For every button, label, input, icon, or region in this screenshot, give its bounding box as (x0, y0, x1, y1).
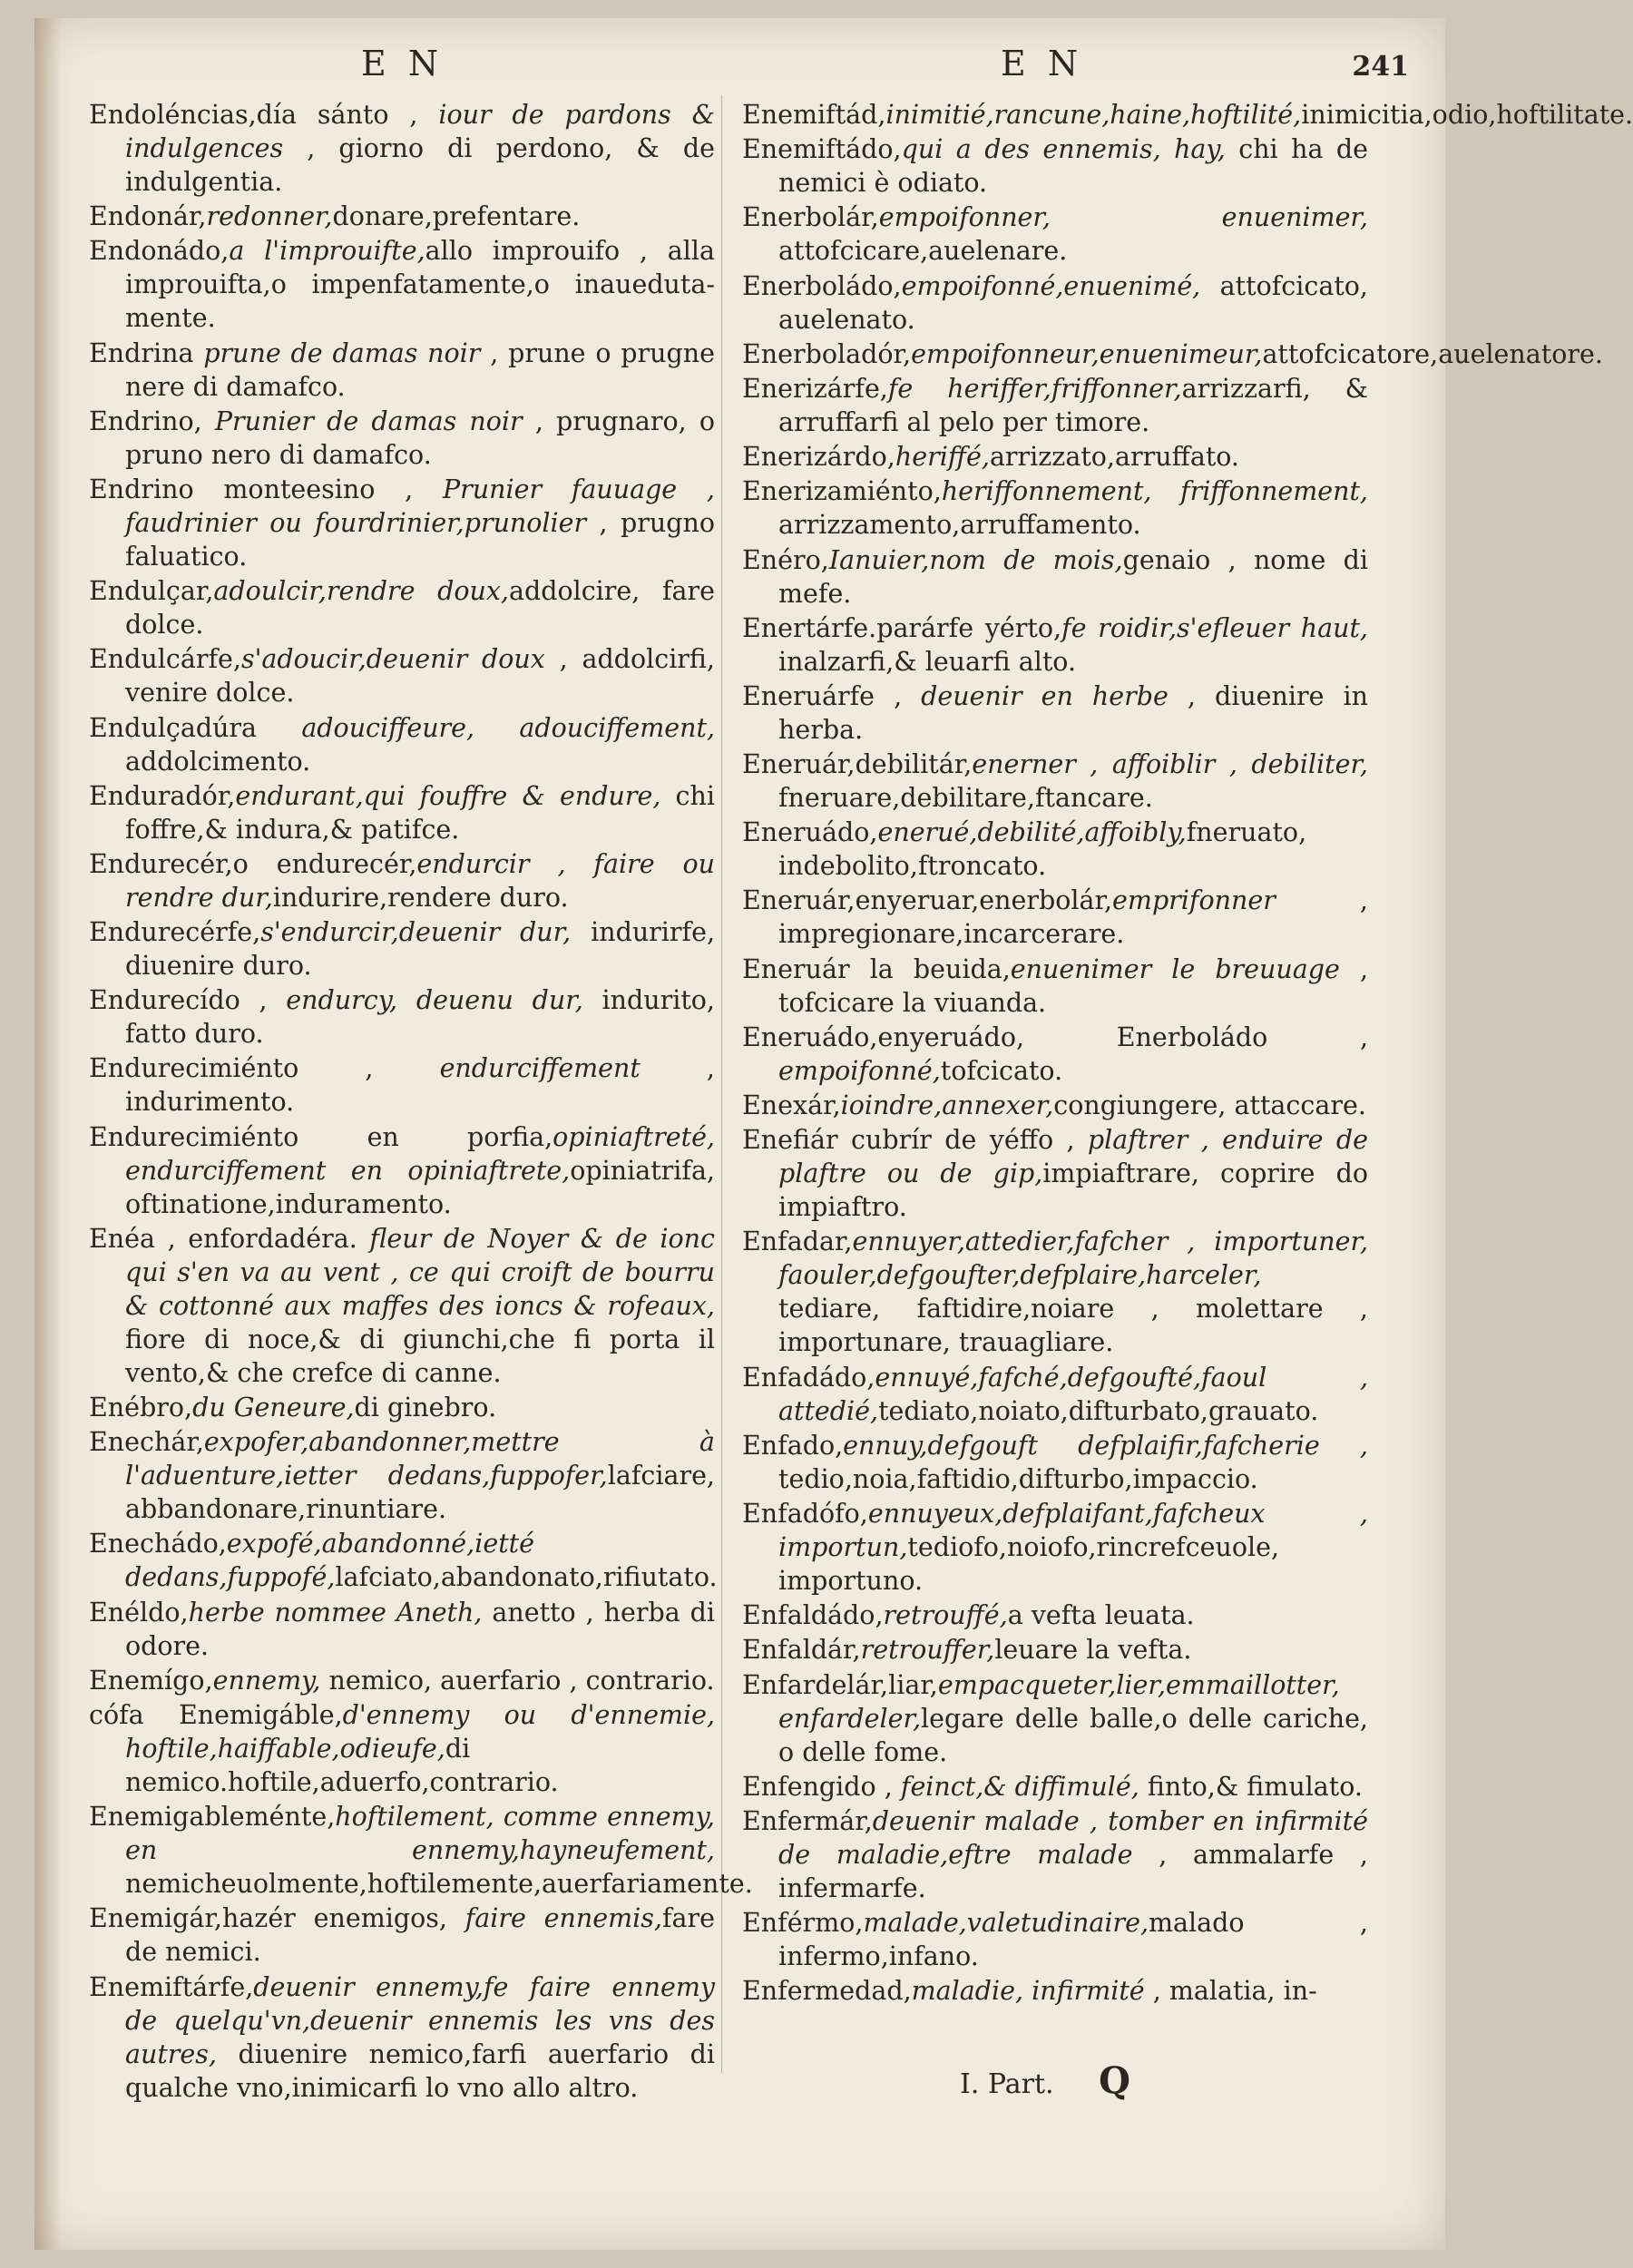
dictionary-entry (742, 748, 1368, 815)
entry-italian-gloss: opiniatrifa, oftinatione,induramento. (125, 1155, 715, 1219)
dictionary-entry (742, 1598, 1368, 1632)
dictionary-entry (89, 200, 715, 233)
entry-italian-gloss: inimicitia,odio,hoftilitate. (1301, 100, 1633, 130)
entry-italian-gloss: finto,& fimulato. (1139, 1771, 1363, 1802)
entry-headword: Enébro, (89, 1393, 193, 1422)
book-page (34, 18, 1633, 2250)
entry-spanish-gloss: o endurecér, (232, 848, 417, 879)
entry-french-gloss: qui a des ennemis, hay, (901, 134, 1226, 165)
entry-headword: Enerizamiénto, (742, 476, 942, 507)
dictionary-entry (742, 1770, 1368, 1804)
entry-headword: Enemígo, (89, 1665, 213, 1696)
entry-italian-gloss: diuenire nemico,farfi auerfario di qualche vno,inimicarfi lo vno allo altro. (125, 2038, 715, 2103)
dictionary-entry (742, 1123, 1368, 1224)
entry-italian-gloss: inalzarfi,& leuarfi alto. (778, 646, 1077, 677)
entry-headword: Endurecído (89, 985, 240, 1016)
dictionary-entry (89, 1120, 715, 1221)
entry-spanish-gloss (257, 713, 301, 743)
entry-french-gloss: endurant,qui fouffre & endure, (235, 780, 661, 811)
dictionary-entry (89, 337, 715, 404)
dictionary-entry (742, 1429, 1368, 1496)
entry-headword: Eneruádo, (742, 817, 878, 848)
entry-french-gloss: endurcy, deuenu dur, (286, 985, 583, 1016)
entry-french-gloss: Prunier fauuage , faudrinier ou fourdrinier,prunolier (125, 474, 715, 538)
right-column (742, 98, 1633, 2009)
dictionary-entry (742, 1021, 1368, 1088)
entry-italian-gloss: tediare, faftidire,noiare , molettare , importunare, trauagliare. (778, 1294, 1368, 1358)
entry-french-gloss: empoifonner, enuenimer, (878, 202, 1368, 233)
column-divider (721, 95, 722, 2073)
entry-french-gloss: d'ennemy ou d'ennemie, hoftile,haiffable,odieufe, (125, 1699, 716, 1764)
entry-headword: Enfaldár, (742, 1635, 861, 1666)
entry-headword: Enerboladór, (742, 338, 912, 369)
entry-french-gloss: empoifonné,enuenimé, (901, 270, 1201, 301)
entry-spanish-gloss: , (875, 1771, 901, 1802)
entry-french-gloss: opiniaftreté, endurciffement en opiniaftrete, (125, 1121, 715, 1186)
entry-french-gloss: ioindre,annexer, (840, 1090, 1054, 1120)
dictionary-entry (89, 405, 715, 472)
entry-headword: Endulcárfe, (89, 644, 241, 675)
entry-french-gloss: hoftilement, comme ennemy, en ennemy,hayneufement, (125, 1802, 715, 1866)
entry-italian-gloss: di ginebro. (354, 1393, 497, 1422)
dictionary-entry (742, 372, 1368, 439)
entry-headword: Enéa (89, 1223, 156, 1254)
entry-headword: Enfadófo, (742, 1498, 868, 1529)
entry-headword: Endoléncias, (89, 100, 257, 130)
entry-headword: Endrino, (89, 406, 202, 436)
entry-italian-gloss: legare delle balle,o delle cariche, o delle fome. (778, 1703, 1368, 1767)
dictionary-entry (89, 1222, 715, 1390)
entry-french-gloss: prune de damas noir (203, 337, 481, 368)
entry-french-gloss: endurciffement (439, 1053, 640, 1084)
entry-headword: Enduradór, (89, 780, 236, 811)
entry-spanish-gloss (194, 338, 204, 368)
entry-italian-gloss: arrizzato,arruffato. (989, 442, 1239, 473)
dictionary-entry (89, 1425, 715, 1526)
entry-spanish-gloss: , (240, 985, 287, 1016)
entry-french-gloss: adoulcir,rendre doux, (213, 576, 509, 607)
entry-french-gloss: deuenir malade , tomber en infirmité de maladie,eftre malade (778, 1805, 1368, 1870)
dictionary-entry (89, 1901, 715, 1969)
entry-french-gloss: ennuyé,fafché,defgoufté,faoul , attedié, (778, 1362, 1368, 1426)
entry-italian-gloss: fare de nemici. (125, 1903, 715, 1968)
entry-italian-gloss: chi ha de nemici è odiato. (778, 134, 1368, 199)
entry-french-gloss: du Geneure, (192, 1393, 355, 1422)
entry-italian-gloss: , prune o prugne nere di damafco. (125, 337, 715, 402)
dictionary-entry (89, 1391, 715, 1424)
entry-french-gloss: fe heriffer,friffonner, (887, 373, 1182, 404)
entry-spanish-gloss: día sánto , (256, 100, 439, 130)
entry-italian-gloss: , prugno faluatico. (125, 507, 715, 572)
entry-french-gloss: retrouffer, (860, 1635, 995, 1666)
entry-headword: Endonádo, (89, 236, 230, 267)
dictionary-entry (89, 1051, 715, 1119)
entry-spanish-gloss: la beuida, (849, 953, 1011, 984)
entry-italian-gloss: nemicheuolmente,hoftilemente,auerfariamente. (125, 1869, 753, 1900)
entry-french-gloss: s'adoucir,deuenir doux (240, 644, 545, 675)
entry-italian-gloss: chi foffre,& indura,& patifce. (125, 780, 715, 845)
entry-italian-gloss: allo improuifo , alla improuifta,o impenfatamente,o inaueduta-mente. (125, 236, 715, 334)
entry-spanish-gloss: debilitár, (855, 749, 973, 780)
entry-french-gloss: enerué,debilité,affoibly, (877, 817, 1187, 848)
entry-italian-gloss: nemico, auerfario , contrario. (320, 1665, 715, 1696)
entry-italian-gloss: anetto , herba di odore. (125, 1597, 716, 1661)
dictionary-entry (89, 847, 715, 914)
dictionary-entry (89, 983, 715, 1051)
dictionary-entry (89, 1698, 715, 1799)
entry-spanish-gloss: , (875, 680, 922, 711)
dictionary-entry (742, 1361, 1368, 1428)
dictionary-entry (742, 816, 1368, 883)
entry-headword: Enerizárdo, (742, 442, 895, 473)
entry-french-gloss: enuenimer le breuuage (1010, 953, 1340, 984)
part-label: I. Part. (960, 2068, 1054, 2100)
entry-italian-gloss: malado , infermo,infano. (778, 1908, 1368, 1972)
entry-italian-gloss: , diuenire in herba. (778, 680, 1368, 745)
entry-french-gloss: plaftrer , enduire de plaftre ou de gip, (778, 1125, 1368, 1189)
entry-italian-gloss: , tofcicare la viuanda. (778, 953, 1369, 1018)
entry-italian-gloss: tofcicato. (940, 1055, 1063, 1086)
entry-headword: Enechár, (89, 1427, 204, 1458)
entry-italian-gloss: arrizzamento,arruffamento. (778, 510, 1141, 541)
entry-headword: Endurecérfe, (89, 917, 261, 948)
dictionary-entry (742, 200, 1368, 268)
entry-italian-gloss: , indurimento. (125, 1053, 715, 1118)
entry-italian-gloss: , malatia, in- (1144, 1976, 1317, 2007)
dictionary-entry (742, 98, 1633, 132)
running-head-right: E N (1001, 44, 1084, 83)
entry-italian-gloss: tediato,noiato,difturbato,grauato. (878, 1395, 1319, 1426)
dictionary-entry (742, 543, 1368, 611)
entry-italian-gloss: fneruato, indebolito,ftroncato. (778, 817, 1307, 882)
entry-french-gloss: empoifonneur,enuenimeur, (911, 338, 1263, 369)
entry-headword: Enfengido (742, 1771, 876, 1802)
dictionary-entry (742, 269, 1368, 337)
folio-number: 241 (1352, 51, 1409, 83)
entry-italian-gloss: addolcire, fare dolce. (125, 576, 715, 640)
entry-spanish-gloss: cubrír de yéffo , (837, 1125, 1088, 1156)
entry-spanish-gloss: liar, (888, 1669, 938, 1700)
dictionary-entry (89, 473, 715, 573)
entry-headword: Enemigár, (89, 1903, 222, 1934)
entry-headword: Eneruár, (742, 885, 856, 916)
entry-italian-gloss: attofcicato, auelenato. (778, 270, 1368, 335)
entry-italian-gloss: lafciare, abbandonare,rinuntiare. (125, 1461, 715, 1525)
entry-french-gloss: fe roidir,s'efleuer haut, (1061, 612, 1368, 643)
entry-spanish-gloss: , enfordadéra. (155, 1223, 370, 1254)
entry-french-gloss: ennemy, (212, 1665, 321, 1696)
entry-italian-gloss: , giorno di perdono, & de indulgentia. (125, 133, 715, 197)
entry-headword: Enerizárfe, (742, 373, 888, 404)
entry-french-gloss: fleur de Noyer & de ionc qui s'en va au vent , ce qui croift de bourru & cottonné aux maffes des ioncs & rofeaux, (125, 1223, 715, 1321)
entry-spanish-gloss: enyeruádo, Enerboládo , (877, 1022, 1368, 1052)
entry-italian-gloss: tedio,noia,faftidio,difturbo,impaccio. (778, 1463, 1258, 1494)
entry-italian-gloss: impiaftrare, coprire do impiaftro. (778, 1158, 1368, 1223)
entry-italian-gloss: addolcimento. (125, 746, 311, 777)
left-column (89, 98, 753, 2106)
entry-french-gloss: expofer,abandonner,mettre à l'aduenture,ietter dedans,fuppofer, (125, 1427, 715, 1491)
entry-italian-gloss: indurirfe, diuenire duro. (125, 917, 716, 982)
entry-spanish-gloss: enyeruar,enerbolár, (855, 885, 1113, 916)
dictionary-entry (742, 440, 1368, 474)
entry-spanish-gloss (202, 406, 215, 436)
entry-french-gloss: inimitié,rancune,haine,hoftilité, (885, 100, 1302, 130)
entry-italian-gloss: di nemico.hoftile,aduerfo,contrario. (125, 1733, 559, 1797)
entry-french-gloss: retrouffé, (883, 1600, 1008, 1631)
entry-french-gloss: malade,valetudinaire, (863, 1908, 1149, 1939)
dictionary-entry (89, 915, 715, 982)
entry-italian-gloss: fiore di noce,& di giunchi,che fi porta il vento,& che crefce di canne. (125, 1324, 715, 1388)
dictionary-entry (742, 884, 1368, 951)
entry-french-gloss: ennuyer,attedier,fafcher , importuner, faouler,defgoufter,defplaire,harceler, (778, 1227, 1368, 1291)
entry-french-gloss: adouciffeure, adouciffement, (301, 712, 715, 743)
dictionary-entry (89, 1800, 753, 1901)
entry-headword: cófa Enemigáble, (89, 1699, 343, 1730)
entry-french-gloss: faire ennemis, (464, 1903, 662, 1934)
dictionary-entry (89, 234, 715, 335)
dictionary-entry (742, 132, 1368, 200)
entry-headword: Endonár, (89, 201, 207, 232)
entry-italian-gloss: congiungere, attaccare. (1053, 1090, 1366, 1120)
entry-headword: Enfermedad, (742, 1976, 912, 2007)
entry-spanish-gloss: en porfia, (298, 1121, 553, 1152)
entry-headword: Enéldo, (89, 1597, 189, 1628)
dictionary-entry (742, 953, 1368, 1020)
entry-french-gloss: Ianuier,nom de mois, (828, 544, 1123, 575)
dictionary-entry (742, 1804, 1368, 1905)
entry-french-gloss: ennuyeux,defplaifant,fafcheux , importun, (778, 1498, 1368, 1562)
entry-headword: Enechádo, (89, 1529, 227, 1559)
entry-italian-gloss: , addolcirfi, venire dolce. (125, 644, 715, 709)
entry-french-gloss: empacqueter,lier,emmaillotter, enfardeler, (778, 1669, 1340, 1734)
entry-headword: Eneruádo, (742, 1022, 878, 1052)
entry-headword: Enfermár, (742, 1805, 873, 1836)
entry-italian-gloss: lafciato,abandonato,rifiutato. (335, 1562, 718, 1593)
entry-headword: Enerboládo, (742, 270, 902, 301)
entry-headword: Enfadar, (742, 1227, 853, 1257)
entry-headword: Enférmo, (742, 1908, 864, 1939)
entry-headword: Enefiár (742, 1125, 838, 1156)
entry-italian-gloss: , prugnaro, o pruno nero di damafco. (125, 406, 715, 470)
dictionary-entry (742, 1225, 1368, 1359)
entry-italian-gloss: a vefta leuata. (1007, 1600, 1195, 1631)
entry-italian-gloss: arrizzarfi, & arruffarfi al pelo per timore. (778, 373, 1368, 437)
entry-spanish-gloss: .parárfe yérto, (868, 612, 1062, 643)
dictionary-entry (89, 574, 715, 641)
entry-headword: Enexár, (742, 1090, 841, 1120)
dictionary-entry (742, 337, 1603, 371)
entry-french-gloss: heriffonnement, friffonnement, (941, 476, 1368, 507)
entry-headword: Enemiftárfe, (89, 1971, 254, 2002)
entry-italian-gloss: fneruare,debilitare,ftancare. (778, 783, 1153, 814)
entry-headword: Enfaldádo, (742, 1600, 884, 1631)
entry-headword: Enemiftádo, (742, 134, 902, 165)
entry-french-gloss: herbe nommee Aneth, (188, 1597, 483, 1628)
entry-french-gloss: deuenir en herbe (921, 680, 1169, 711)
entry-french-gloss: emprifonner (1112, 885, 1276, 916)
entry-french-gloss: feinct,& diffimulé, (900, 1771, 1139, 1802)
dictionary-entry (89, 1664, 715, 1697)
entry-headword: Enfardelár, (742, 1669, 889, 1700)
dictionary-entry (89, 1596, 715, 1663)
dictionary-entry (89, 642, 715, 709)
dictionary-entry (742, 474, 1368, 542)
dictionary-entry (89, 779, 715, 846)
entry-headword: Enfado, (742, 1430, 844, 1461)
entry-headword: Enertárfe (742, 612, 869, 643)
entry-italian-gloss: , impregionare,incarcerare. (778, 885, 1368, 950)
entry-french-gloss: iour de pardons & indulgences (125, 100, 716, 163)
entry-headword: Enfadádo, (742, 1362, 875, 1393)
entry-headword: Endulçadúra (89, 712, 258, 743)
dictionary-entry (89, 1970, 715, 2105)
entry-italian-gloss: , ammalarfe , infermarfe. (778, 1839, 1368, 1903)
entry-headword: Enerbolár, (742, 202, 879, 233)
entry-spanish-gloss: , (298, 1053, 440, 1084)
entry-headword: Endurecimiénto (89, 1121, 299, 1152)
entry-italian-gloss: indurito, fatto duro. (125, 985, 715, 1050)
entry-headword: Enemigableménte, (89, 1802, 336, 1833)
entry-headword: Endrina (89, 337, 194, 368)
page-spine-shadow (34, 18, 62, 2250)
entry-french-gloss: Prunier de damas noir (214, 406, 523, 436)
entry-headword: Eneruár (742, 953, 850, 984)
entry-italian-gloss: leuare la vefta. (994, 1635, 1192, 1666)
dictionary-entry (742, 1089, 1368, 1122)
page-footer (960, 2059, 1167, 2102)
dictionary-entry (89, 98, 715, 199)
entry-headword: Endulçar, (89, 576, 214, 607)
entry-french-gloss: s'endurcir,deuenir dur, (260, 917, 572, 948)
entry-italian-gloss: donare,prefentare. (332, 201, 581, 232)
entry-italian-gloss: tediofo,noiofo,rincrefceuole, importuno. (778, 1531, 1280, 1596)
entry-french-gloss: expofé,abandonné,ietté dedans,fuppofé, (125, 1529, 534, 1593)
entry-spanish-gloss: monteesino , (193, 474, 443, 504)
dictionary-entry (742, 1633, 1368, 1667)
entry-spanish-gloss: hazér enemigos, (221, 1903, 465, 1934)
entry-headword: Eneruár, (742, 749, 856, 780)
running-head-left: E N (361, 44, 445, 83)
entry-headword: Endurecér, (89, 848, 233, 879)
entry-french-gloss: endurcir , faire ou rendre dur, (125, 848, 715, 913)
entry-french-gloss: enerner , affoiblir , debiliter, (972, 749, 1368, 780)
dictionary-entry (89, 1527, 718, 1594)
dictionary-entry (742, 1668, 1368, 1769)
entry-headword: Enéro, (742, 544, 829, 575)
entry-french-gloss: deuenir ennemy,fe faire ennemy de quelqu'vn,deuenir ennemis les vns des autres, (125, 1971, 715, 2069)
entry-italian-gloss: attofcicare,auelenare. (778, 236, 1068, 267)
dictionary-entry (742, 1974, 1368, 2008)
dictionary-entry (742, 1497, 1368, 1598)
signature-mark: Q (1099, 2059, 1130, 2102)
entry-italian-gloss: attofcicatore,auelenatore. (1262, 338, 1603, 369)
entry-french-gloss: heriffé, (895, 442, 990, 473)
entry-french-gloss: a l'improuifte, (229, 236, 425, 267)
entry-headword: Endrino (89, 474, 194, 504)
entry-french-gloss: redonner, (206, 201, 333, 232)
dictionary-entry (89, 711, 715, 778)
dictionary-entry (742, 679, 1368, 747)
entry-headword: Eneruárfe (742, 680, 875, 711)
entry-french-gloss: empoifonné, (778, 1055, 941, 1086)
entry-headword: Endurecimiénto (89, 1053, 299, 1084)
dictionary-entry (742, 611, 1368, 679)
entry-italian-gloss: indurire,rendere duro. (272, 882, 569, 913)
entry-french-gloss: ennuy,defgouft defplaifir,fafcherie , (843, 1430, 1368, 1461)
entry-italian-gloss: genaio , nome di mefe. (778, 544, 1368, 609)
dictionary-entry (742, 1906, 1368, 1973)
entry-french-gloss: maladie, infirmité (911, 1976, 1145, 2007)
entry-headword: Enemiftád, (742, 100, 886, 130)
